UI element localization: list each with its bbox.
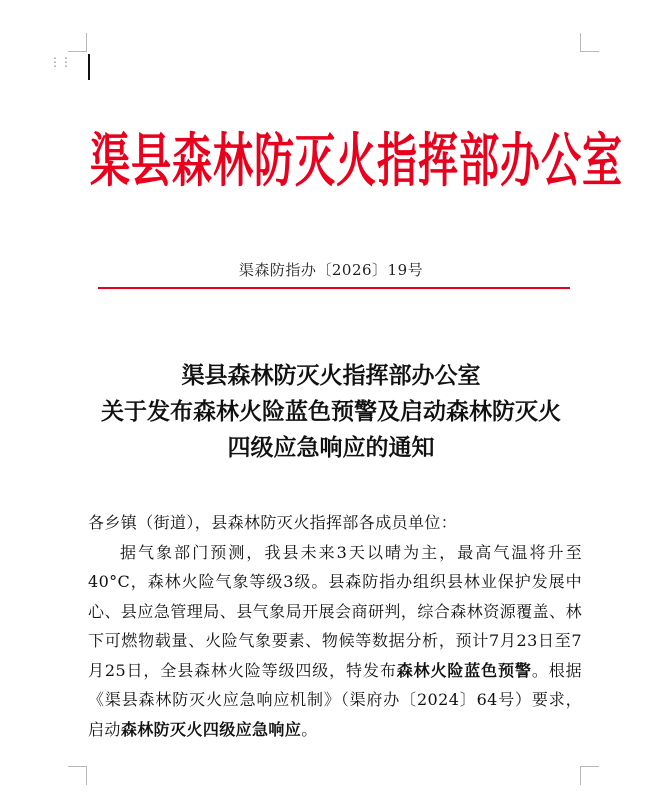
paragraph-text: 。 xyxy=(301,719,318,739)
page-corner-mark-bottom-left xyxy=(68,766,87,785)
salutation: 各乡镇（街道），县森林防灭火指挥部各成员单位： xyxy=(88,513,458,532)
response-level-text: 森林防灭火四级应急响应 xyxy=(120,719,302,739)
paragraph-text: 据气象部门预测，我县未来3天以晴为主，最高气温将升至40°C，森林火险气象等级3级。县森防指办组织县林业保护发展中心、县应急管理局、县气象局开展会商研判，综合森林资源覆盖、林下可燃物载量、火险气象要素、物候等数据分析，预计7月23日至7月25日，全县森林火险等级四级，特发布 xyxy=(88,542,582,680)
page-corner-mark-bottom-right xyxy=(580,766,599,785)
letterhead-divider xyxy=(98,287,570,289)
document-number: 渠森防指办〔2026〕19号 xyxy=(238,261,424,279)
body-paragraph xyxy=(88,538,582,745)
drag-handle-icon[interactable]: ⋮⋮ xyxy=(49,55,71,69)
warning-level-text: 森林火险蓝色预警 xyxy=(396,660,532,680)
page-corner-mark-top-right xyxy=(580,33,599,52)
page-corner-mark-top-left xyxy=(68,33,87,52)
notice-title-line-3: 四级应急响应的通知 xyxy=(227,434,435,461)
notice-title xyxy=(90,358,572,466)
notice-title-line-1: 渠县森林防灭火指挥部办公室 xyxy=(181,362,481,389)
notice-title-line-2: 关于发布森林火险蓝色预警及启动森林防灭火 xyxy=(101,398,561,425)
document-body[interactable] xyxy=(88,508,582,744)
text-cursor xyxy=(88,54,90,80)
letterhead-title: 渠县森林防灭火指挥部办公室 xyxy=(90,126,623,195)
paragraph-text: 。根据《渠县森林防灭火应急响应机制》（渠府办〔2024〕64号）要求，启动 xyxy=(88,660,582,739)
